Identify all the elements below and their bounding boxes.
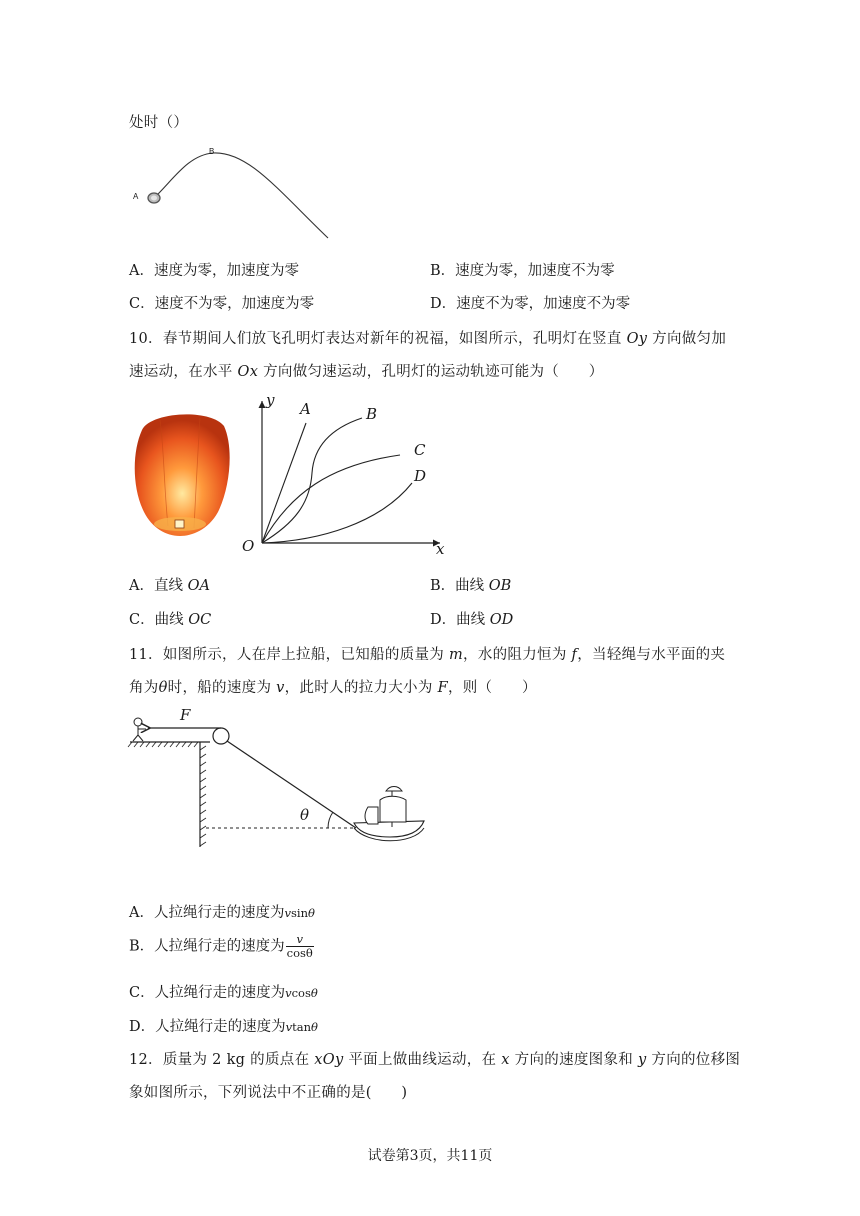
q11-boat-pulling-figure [128,705,428,855]
q10-option-a[interactable]: A．直线 OA [129,578,210,594]
q11-option-b[interactable]: B．人拉绳行走的速度为 $\frac{v}{\cos\theta}$ [129,932,313,960]
q11-stem-line2: 角为θ时，船的速度为 v，此时人的拉力大小为 F，则（ ） [129,680,537,696]
q10-curve-label-a: A [300,400,311,418]
q9-trajectory-figure [128,145,338,245]
q9-option-c[interactable]: C．速度不为零，加速度为零 [129,296,315,312]
q9-label-b: B [209,147,215,156]
sky-lantern-image [130,408,232,541]
q10-stem-line1: 10．春节期间人们放飞孔明灯表达对新年的祝福，如图所示，孔明灯在竖直 Oy 方向做匀加 [129,331,727,347]
q10-stem-line2: 速运动，在水平 Ox 方向做匀速运动，孔明灯的运动轨迹可能为（ ） [129,364,604,380]
q10-curve-label-c: C [414,441,426,459]
q9-option-a[interactable]: A．速度为零，加速度为零 [129,263,299,279]
q11-option-b-fraction: $\frac{v}{\cos\theta}$ [286,932,313,960]
q10-curve-label-d: D [414,467,427,485]
q12-stem-line2: 象如图所示，下列说法中不正确的是( ) [129,1085,408,1101]
q10-x-axis-label: x [436,540,445,558]
q9-option-b[interactable]: B．速度为零，加速度不为零 [430,263,615,279]
q11-force-label: F [180,706,191,724]
q10-option-d[interactable]: D．曲线 OD [430,612,514,628]
q9-option-d[interactable]: D．速度不为零，加速度不为零 [430,296,631,312]
q11-option-d[interactable]: D．人拉绳行走的速度为vtanθ [129,1019,318,1035]
q10-curve-label-b: B [366,405,378,423]
q9-label-a: A [133,192,139,201]
q11-option-a[interactable]: A．人拉绳行走的速度为vsinθ [129,905,315,921]
q11-angle-label: θ [300,806,310,824]
q11-stem-line1: 11．如图所示，人在岸上拉船，已知船的质量为 m，水的阻力恒为 f，当轻绳与水平面的夹 [129,647,726,663]
q10-y-axis-label: y [266,391,275,409]
q10-origin-label: O [242,537,255,555]
q12-stem-line1: 12．质量为 2 kg 的质点在 xOy 平面上做曲线运动，在 x 方向的速度图象和 y 方向的位移图 [129,1052,741,1068]
q10-option-c[interactable]: C．曲线 OC [129,612,212,628]
page-footer: 试卷第3页，共11页 [367,1148,493,1164]
q9-stem-tail: 处时（） [129,115,189,131]
q11-option-c[interactable]: C．人拉绳行走的速度为vcosθ [129,985,318,1001]
q10-option-b[interactable]: B．曲线 OB [430,578,512,594]
